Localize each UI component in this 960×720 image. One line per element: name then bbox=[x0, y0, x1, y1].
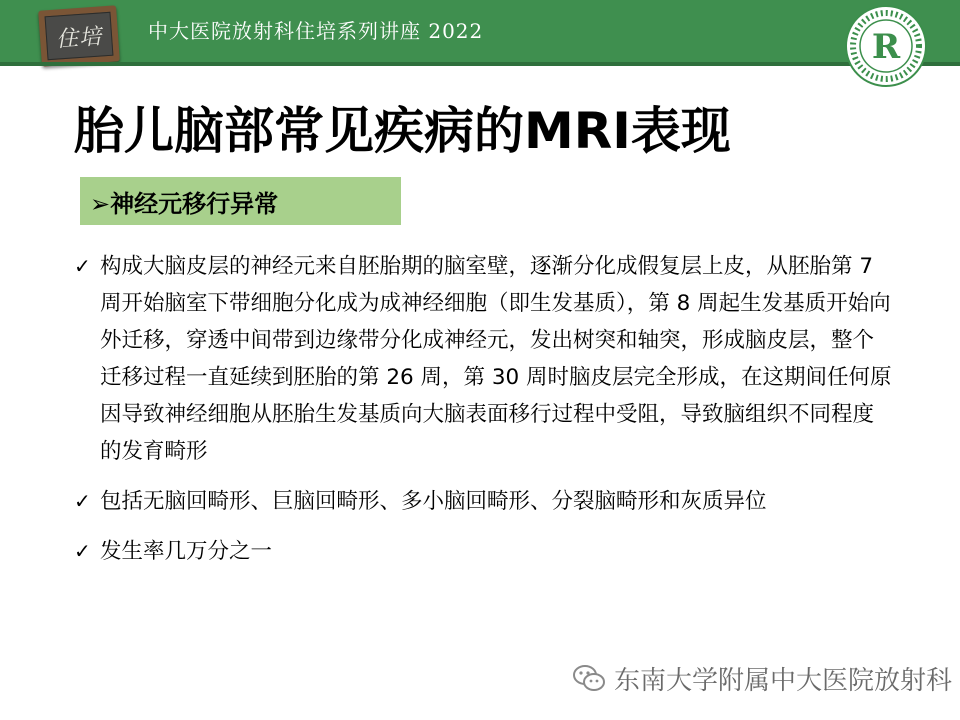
checkmark-icon: ✓ bbox=[74, 489, 91, 513]
watermark-text: 东南大学附属中大医院放射科 bbox=[614, 665, 953, 696]
logo-letter: R bbox=[871, 27, 901, 67]
chalkboard-logo bbox=[38, 5, 120, 66]
chalkboard-label: 住培 bbox=[55, 23, 103, 53]
header-divider bbox=[0, 62, 960, 66]
bullet-list bbox=[74, 248, 894, 583]
bullet-item bbox=[74, 248, 894, 470]
section-heading-box bbox=[80, 177, 401, 225]
series-title: 中大医院放射科住培系列讲座 2022 bbox=[148, 19, 484, 43]
header-bar bbox=[0, 0, 960, 62]
wechat-icon bbox=[572, 663, 606, 693]
bullet-item bbox=[74, 533, 894, 570]
bullet-text: 构成大脑皮层的神经元来自胚胎期的脑室壁，逐渐分化成假复层上皮，从胚胎第 7 周开始脑室下带细胞分化成为成神经细胞（即生发基质），第 8 周起生发基质开始向外迁移，穿透中间带到边缘带分化成神经元，发出树突和轴突，形成脑皮层，整个迁移过程一直延续到胚胎的第 26 周，第 30 周时脑皮层完全形成，在这期间任何原因导致神经细胞从胚胎生发基质向大脑表面移行过程中受阻，导致脑组织不同程度的发育畸形 bbox=[100, 254, 892, 464]
checkmark-icon: ✓ bbox=[74, 539, 91, 563]
hospital-logo-icon bbox=[844, 4, 928, 88]
bullet-text: 发生率几万分之一 bbox=[100, 539, 273, 564]
bullet-item bbox=[74, 483, 894, 520]
checkmark-icon: ✓ bbox=[74, 254, 91, 278]
section-heading: ➢神经元移行异常 bbox=[90, 189, 279, 218]
slide-title: 胎儿脑部常见疾病的MRI表现 bbox=[74, 102, 731, 160]
bullet-text: 包括无脑回畸形、巨脑回畸形、多小脑回畸形、分裂脑畸形和灰质异位 bbox=[100, 489, 767, 514]
wechat-watermark bbox=[572, 660, 952, 696]
